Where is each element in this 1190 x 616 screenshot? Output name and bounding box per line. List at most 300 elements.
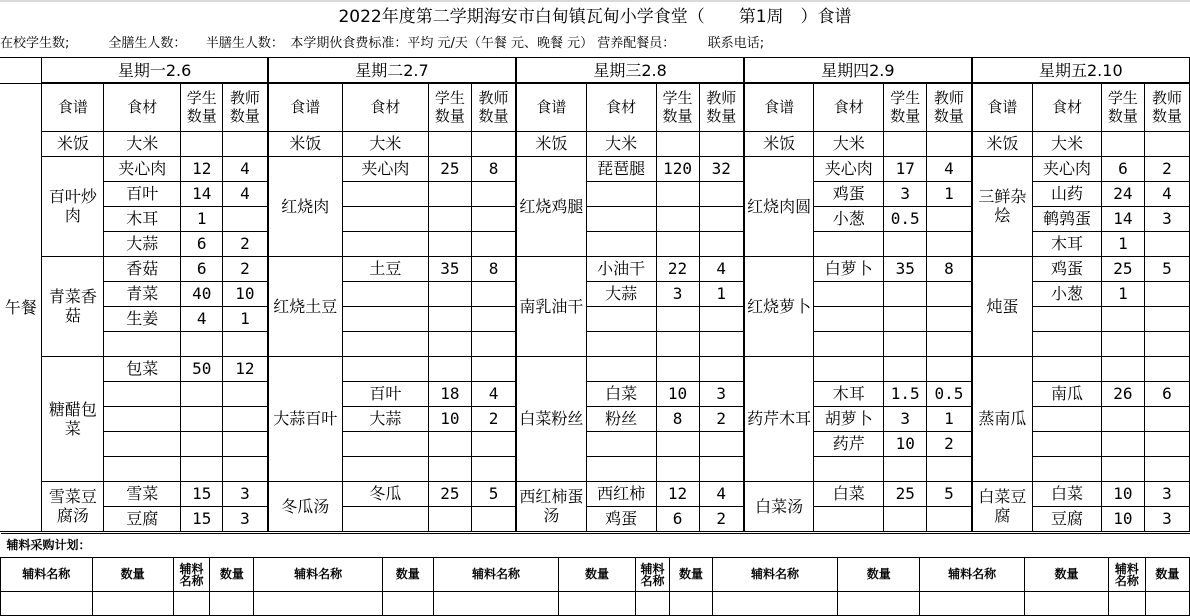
teacher-qty-cell: [1144, 456, 1189, 481]
student-qty-cell: [884, 281, 927, 306]
student-qty-cell: 18: [428, 381, 471, 406]
teacher-qty-cell: 1: [927, 406, 972, 431]
ingredient-cell: [586, 231, 656, 256]
dish-name: 红烧萝卜: [744, 256, 814, 356]
dish-name: 药芹木耳: [744, 356, 814, 481]
teacher-qty-cell: [223, 381, 268, 406]
dish-name: 米饭: [516, 131, 586, 156]
student-qty-cell: [884, 356, 927, 381]
student-qty-cell: 6: [181, 256, 223, 281]
student-qty-cell: 10: [428, 406, 471, 431]
ingredient-cell: [586, 356, 656, 381]
ingredient-cell: 白菜: [814, 481, 884, 506]
student-qty-header: 学生数量: [181, 83, 223, 131]
ingredient-cell: [814, 281, 884, 306]
student-qty-cell: [428, 356, 471, 381]
teacher-qty-cell: 8: [927, 256, 972, 281]
teacher-qty-cell: 3: [1144, 481, 1189, 506]
student-qty-cell: 120: [656, 156, 699, 181]
menu-grid: [0, 57, 1190, 532]
teacher-qty-cell: 3: [699, 381, 744, 406]
dish-name: 米饭: [744, 131, 814, 156]
ingredient-cell: 百叶: [342, 381, 428, 406]
student-qty-cell: 35: [884, 256, 927, 281]
ingredient-cell: 夹心肉: [814, 156, 884, 181]
teacher-qty-cell: [1144, 281, 1189, 306]
teacher-qty-header: 教师数量: [471, 83, 516, 131]
student-qty-cell: 0.5: [884, 206, 927, 231]
plan-title: 辅料采购计划：: [1, 534, 1190, 558]
teacher-qty-cell: 1: [699, 281, 744, 306]
teacher-qty-cell: 6: [1144, 381, 1189, 406]
ingredient-cell: 木耳: [104, 206, 181, 231]
teacher-qty-cell: [223, 406, 268, 431]
ingredient-cell: 白菜: [586, 381, 656, 406]
ingredient-cell: 大蒜: [104, 231, 181, 256]
plan-empty-cell: [1025, 592, 1109, 616]
plan-name-header: 辅料名称: [1, 558, 93, 592]
plan-empty-cell: [1145, 592, 1189, 616]
student-qty-cell: 1.5: [884, 381, 927, 406]
ingredient-cell: 夹心肉: [342, 156, 428, 181]
teacher-qty-cell: 1: [927, 181, 972, 206]
ingredient-cell: 香菇: [104, 256, 181, 281]
ingredient-cell: 木耳: [814, 381, 884, 406]
teacher-qty-header: 教师数量: [927, 83, 972, 131]
dish-name: 红烧土豆: [268, 256, 343, 356]
menu-header: 食谱: [516, 83, 586, 131]
ingredient-cell: [1033, 431, 1102, 456]
student-qty-cell: [428, 206, 471, 231]
teacher-qty-cell: 1: [223, 306, 268, 331]
ingredient-cell: 鸡蛋: [814, 181, 884, 206]
ingredient-cell: 大米: [586, 131, 656, 156]
plan-qty-header: 数量: [559, 558, 635, 592]
teacher-qty-cell: 8: [471, 156, 516, 181]
student-qty-cell: [428, 506, 471, 531]
student-qty-cell: [181, 456, 223, 481]
teacher-qty-cell: 2: [1144, 156, 1189, 181]
student-qty-cell: 3: [884, 406, 927, 431]
ingredient-cell: [1033, 456, 1102, 481]
teacher-qty-cell: 5: [927, 481, 972, 506]
teacher-qty-cell: [471, 206, 516, 231]
teacher-qty-cell: [927, 231, 972, 256]
teacher-qty-cell: [223, 131, 268, 156]
teacher-qty-cell: [699, 231, 744, 256]
student-qty-cell: 15: [181, 481, 223, 506]
plan-qty-header: 数量: [382, 558, 433, 592]
plan-qty-header: 数量: [92, 558, 173, 592]
teacher-qty-cell: [927, 506, 972, 531]
ingredient-cell: [342, 356, 428, 381]
teacher-qty-cell: [471, 356, 516, 381]
plan-empty-cell: [920, 592, 1025, 616]
dish-name: 糖醋包菜: [42, 356, 104, 481]
student-qty-cell: 8: [656, 406, 699, 431]
student-qty-header: 学生数量: [656, 83, 699, 131]
teacher-qty-cell: 4: [223, 181, 268, 206]
student-qty-cell: [428, 231, 471, 256]
plan-name-header: 辅料名称: [254, 558, 382, 592]
teacher-qty-cell: 3: [223, 481, 268, 506]
ingredient-cell: 冬瓜: [342, 481, 428, 506]
teacher-qty-cell: 32: [699, 156, 744, 181]
teacher-qty-cell: [699, 356, 744, 381]
student-qty-cell: [656, 331, 699, 356]
ingredient-cell: [342, 331, 428, 356]
student-qty-cell: 1: [181, 206, 223, 231]
dish-name: 雪菜豆腐汤: [42, 481, 104, 531]
teacher-qty-cell: [223, 331, 268, 356]
plan-qty-header: 数量: [1145, 558, 1189, 592]
ingredient-cell: [586, 306, 656, 331]
student-qty-cell: 6: [656, 506, 699, 531]
ingredient-cell: 南瓜: [1033, 381, 1102, 406]
ingredient-cell: [104, 456, 181, 481]
teacher-qty-cell: 5: [1144, 256, 1189, 281]
plan-name-header: 辅料名称: [1109, 558, 1146, 592]
dish-name: 炖蛋: [972, 256, 1033, 356]
teacher-qty-cell: 3: [1144, 206, 1189, 231]
student-qty-cell: [884, 131, 927, 156]
ingredient-cell: [586, 456, 656, 481]
student-qty-cell: 40: [181, 281, 223, 306]
dish-name: 米饭: [972, 131, 1033, 156]
corner-cell: [0, 58, 42, 84]
student-qty-cell: 25: [884, 481, 927, 506]
plan-name-header: 辅料名称: [712, 558, 838, 592]
ingredient-cell: [814, 506, 884, 531]
ingredient-cell: 雪菜: [104, 481, 181, 506]
day-header: 星期五2.10: [972, 58, 1190, 84]
teacher-qty-cell: [471, 181, 516, 206]
teacher-qty-cell: [1144, 431, 1189, 456]
plan-qty-header: 数量: [838, 558, 920, 592]
student-qty-cell: [656, 181, 699, 206]
ingredient-cell: [342, 306, 428, 331]
teacher-qty-cell: [699, 206, 744, 231]
menu-header: 食谱: [972, 83, 1033, 131]
dish-name: 三鲜杂烩: [972, 156, 1033, 256]
teacher-qty-cell: [471, 331, 516, 356]
day-header: 星期二2.7: [268, 58, 517, 84]
student-qty-cell: 10: [1101, 481, 1144, 506]
student-qty-cell: [884, 456, 927, 481]
student-qty-header: 学生数量: [884, 83, 927, 131]
teacher-qty-cell: [927, 206, 972, 231]
dish-name: 红烧肉: [268, 156, 343, 256]
teacher-qty-cell: 2: [223, 256, 268, 281]
ingredient-cell: 白萝卜: [814, 256, 884, 281]
teacher-qty-cell: [699, 131, 744, 156]
dish-name: 米饭: [268, 131, 343, 156]
teacher-qty-cell: [927, 356, 972, 381]
student-qty-cell: [1101, 431, 1144, 456]
teacher-qty-cell: [223, 456, 268, 481]
ingredient-header: 食材: [342, 83, 428, 131]
teacher-qty-cell: 4: [699, 481, 744, 506]
plan-empty-cell: [635, 592, 670, 616]
ingredient-cell: 夹心肉: [104, 156, 181, 181]
student-qty-cell: 10: [884, 431, 927, 456]
student-qty-cell: [428, 131, 471, 156]
ingredient-cell: [104, 431, 181, 456]
teacher-qty-cell: 12: [223, 356, 268, 381]
teacher-qty-cell: [927, 281, 972, 306]
dish-name: 白菜汤: [744, 481, 814, 531]
student-qty-cell: 50: [181, 356, 223, 381]
plan-empty-cell: [670, 592, 712, 616]
student-qty-cell: [181, 431, 223, 456]
student-qty-cell: [428, 306, 471, 331]
student-qty-cell: [181, 381, 223, 406]
supplement-purchase-plan: [0, 533, 1190, 616]
student-qty-cell: 3: [656, 281, 699, 306]
dish-name: 百叶炒肉: [42, 156, 104, 256]
teacher-qty-cell: [1144, 331, 1189, 356]
day-header: 星期三2.8: [516, 58, 744, 84]
student-qty-cell: [1101, 456, 1144, 481]
student-qty-cell: 35: [428, 256, 471, 281]
plan-qty-header: 数量: [210, 558, 254, 592]
dish-name: 冬瓜汤: [268, 481, 343, 531]
ingredient-cell: 大蒜: [586, 281, 656, 306]
teacher-qty-cell: [1144, 306, 1189, 331]
student-qty-cell: [181, 331, 223, 356]
plan-name-header: 辅料名称: [635, 558, 670, 592]
teacher-qty-cell: 0.5: [927, 381, 972, 406]
teacher-qty-cell: 4: [927, 156, 972, 181]
teacher-qty-cell: 8: [471, 256, 516, 281]
teacher-qty-header: 教师数量: [1144, 83, 1189, 131]
menu-header: 食谱: [42, 83, 104, 131]
ingredient-cell: [104, 331, 181, 356]
student-qty-cell: [884, 331, 927, 356]
teacher-qty-cell: 2: [699, 406, 744, 431]
student-qty-cell: 3: [884, 181, 927, 206]
ingredient-cell: 大米: [342, 131, 428, 156]
student-qty-cell: 26: [1101, 381, 1144, 406]
ingredient-cell: 鸡蛋: [1033, 256, 1102, 281]
ingredient-cell: [342, 506, 428, 531]
teacher-qty-cell: [699, 331, 744, 356]
student-qty-cell: 25: [1101, 256, 1144, 281]
student-qty-cell: [656, 131, 699, 156]
student-qty-cell: 6: [181, 231, 223, 256]
student-qty-cell: [884, 231, 927, 256]
plan-empty-cell: [210, 592, 254, 616]
ingredient-cell: 山药: [1033, 181, 1102, 206]
ingredient-cell: 豆腐: [1033, 506, 1102, 531]
info-line: 在校学生数; 全膳生人数： 半膳生人数： 本学期伙食费标准：平均 元/天（午餐 元、晚餐 元） 营养配餐员： 联系电话;: [0, 36, 765, 51]
menu-header: 食谱: [268, 83, 343, 131]
student-qty-cell: [884, 306, 927, 331]
teacher-qty-cell: [471, 456, 516, 481]
teacher-qty-cell: [699, 456, 744, 481]
ingredient-header: 食材: [814, 83, 884, 131]
student-qty-cell: [1101, 131, 1144, 156]
dish-name: 大蒜百叶: [268, 356, 343, 481]
ingredient-cell: [342, 456, 428, 481]
ingredient-cell: [586, 331, 656, 356]
ingredient-header: 食材: [1033, 83, 1102, 131]
dish-name: 青菜香菇: [42, 256, 104, 356]
student-qty-cell: 14: [1101, 206, 1144, 231]
teacher-qty-cell: [223, 431, 268, 456]
ingredient-cell: 豆腐: [104, 506, 181, 531]
dish-name: 红烧鸡腿: [516, 156, 586, 256]
student-qty-header: 学生数量: [428, 83, 471, 131]
plan-empty-cell: [712, 592, 838, 616]
ingredient-cell: 鹌鹑蛋: [1033, 206, 1102, 231]
student-qty-cell: 6: [1101, 156, 1144, 181]
ingredient-cell: [814, 231, 884, 256]
ingredient-cell: [342, 181, 428, 206]
dish-name: 南乳油干: [516, 256, 586, 356]
teacher-qty-cell: [927, 131, 972, 156]
ingredient-cell: 大米: [1033, 131, 1102, 156]
teacher-qty-cell: [1144, 356, 1189, 381]
teacher-qty-cell: [471, 431, 516, 456]
ingredient-header: 食材: [104, 83, 181, 131]
dish-name: 西红柿蛋汤: [516, 481, 586, 531]
ingredient-cell: [104, 406, 181, 431]
day-header: 星期一2.6: [42, 58, 268, 84]
teacher-qty-header: 教师数量: [699, 83, 744, 131]
student-qty-cell: 1: [1101, 281, 1144, 306]
ingredient-cell: 药芹: [814, 431, 884, 456]
teacher-qty-cell: 4: [699, 256, 744, 281]
ingredient-header: 食材: [586, 83, 656, 131]
teacher-qty-cell: [699, 181, 744, 206]
dish-name: 蒸南瓜: [972, 356, 1033, 481]
teacher-qty-cell: 2: [927, 431, 972, 456]
plan-name-header: 辅料名称: [173, 558, 210, 592]
ingredient-cell: 胡萝卜: [814, 406, 884, 431]
student-qty-cell: [1101, 331, 1144, 356]
teacher-qty-cell: 10: [223, 281, 268, 306]
teacher-qty-cell: [471, 506, 516, 531]
student-qty-cell: [181, 131, 223, 156]
teacher-qty-cell: [927, 456, 972, 481]
teacher-qty-cell: [699, 306, 744, 331]
ingredient-cell: [814, 456, 884, 481]
plan-qty-header: 数量: [1025, 558, 1109, 592]
ingredient-cell: 白菜: [1033, 481, 1102, 506]
student-qty-cell: [656, 306, 699, 331]
teacher-qty-cell: 3: [223, 506, 268, 531]
ingredient-cell: 小葱: [814, 206, 884, 231]
student-qty-cell: 12: [656, 481, 699, 506]
student-qty-cell: [1101, 356, 1144, 381]
student-qty-cell: [428, 331, 471, 356]
plan-name-header: 辅料名称: [433, 558, 559, 592]
ingredient-cell: 大米: [104, 131, 181, 156]
student-qty-cell: [428, 181, 471, 206]
plan-empty-cell: [173, 592, 210, 616]
ingredient-cell: 小葱: [1033, 281, 1102, 306]
ingredient-cell: 大蒜: [342, 406, 428, 431]
ingredient-cell: [1033, 406, 1102, 431]
student-qty-cell: 10: [1101, 506, 1144, 531]
student-qty-cell: 1: [1101, 231, 1144, 256]
student-qty-cell: [656, 231, 699, 256]
student-qty-cell: [656, 456, 699, 481]
teacher-qty-cell: [927, 331, 972, 356]
teacher-qty-cell: 4: [223, 156, 268, 181]
ingredient-cell: 百叶: [104, 181, 181, 206]
plan-empty-cell: [254, 592, 382, 616]
ingredient-cell: [586, 431, 656, 456]
student-qty-cell: 14: [181, 181, 223, 206]
dish-name: 白菜豆腐: [972, 481, 1033, 531]
menu-header: 食谱: [744, 83, 814, 131]
student-qty-cell: [428, 431, 471, 456]
ingredient-cell: 生姜: [104, 306, 181, 331]
dish-name: 红烧肉圆: [744, 156, 814, 256]
ingredient-cell: 西红柿: [586, 481, 656, 506]
teacher-qty-cell: 2: [471, 406, 516, 431]
student-qty-cell: [656, 206, 699, 231]
teacher-qty-cell: [1144, 231, 1189, 256]
student-qty-cell: 4: [181, 306, 223, 331]
teacher-qty-cell: 2: [223, 231, 268, 256]
student-qty-cell: 15: [181, 506, 223, 531]
ingredient-cell: 小油干: [586, 256, 656, 281]
dish-name: 白菜粉丝: [516, 356, 586, 481]
ingredient-cell: [342, 281, 428, 306]
teacher-qty-cell: [699, 431, 744, 456]
teacher-qty-cell: 3: [1144, 506, 1189, 531]
teacher-qty-cell: [471, 281, 516, 306]
student-qty-header: 学生数量: [1101, 83, 1144, 131]
student-qty-cell: 12: [181, 156, 223, 181]
ingredient-cell: 大米: [814, 131, 884, 156]
day-header: 星期四2.9: [744, 58, 972, 84]
ingredient-cell: [1033, 306, 1102, 331]
ingredient-cell: 琵琶腿: [586, 156, 656, 181]
ingredient-cell: [586, 206, 656, 231]
ingredient-cell: [814, 331, 884, 356]
ingredient-cell: [814, 356, 884, 381]
student-qty-cell: [428, 281, 471, 306]
plan-empty-cell: [382, 592, 433, 616]
ingredient-cell: [586, 181, 656, 206]
teacher-qty-cell: [223, 206, 268, 231]
ingredient-cell: 鸡蛋: [586, 506, 656, 531]
teacher-qty-cell: [1144, 406, 1189, 431]
teacher-qty-cell: 2: [699, 506, 744, 531]
plan-empty-cell: [1, 592, 93, 616]
student-qty-cell: 25: [428, 156, 471, 181]
ingredient-cell: 包菜: [104, 356, 181, 381]
plan-name-header: 辅料名称: [920, 558, 1025, 592]
ingredient-cell: 木耳: [1033, 231, 1102, 256]
student-qty-cell: [1101, 406, 1144, 431]
ingredient-cell: [342, 206, 428, 231]
teacher-qty-cell: [927, 306, 972, 331]
plan-empty-cell: [433, 592, 559, 616]
ingredient-cell: [1033, 356, 1102, 381]
student-qty-cell: [656, 356, 699, 381]
plan-empty-cell: [559, 592, 635, 616]
teacher-qty-cell: 4: [1144, 181, 1189, 206]
ingredient-cell: [342, 431, 428, 456]
student-qty-cell: [656, 431, 699, 456]
ingredient-cell: [342, 231, 428, 256]
plan-empty-cell: [838, 592, 920, 616]
